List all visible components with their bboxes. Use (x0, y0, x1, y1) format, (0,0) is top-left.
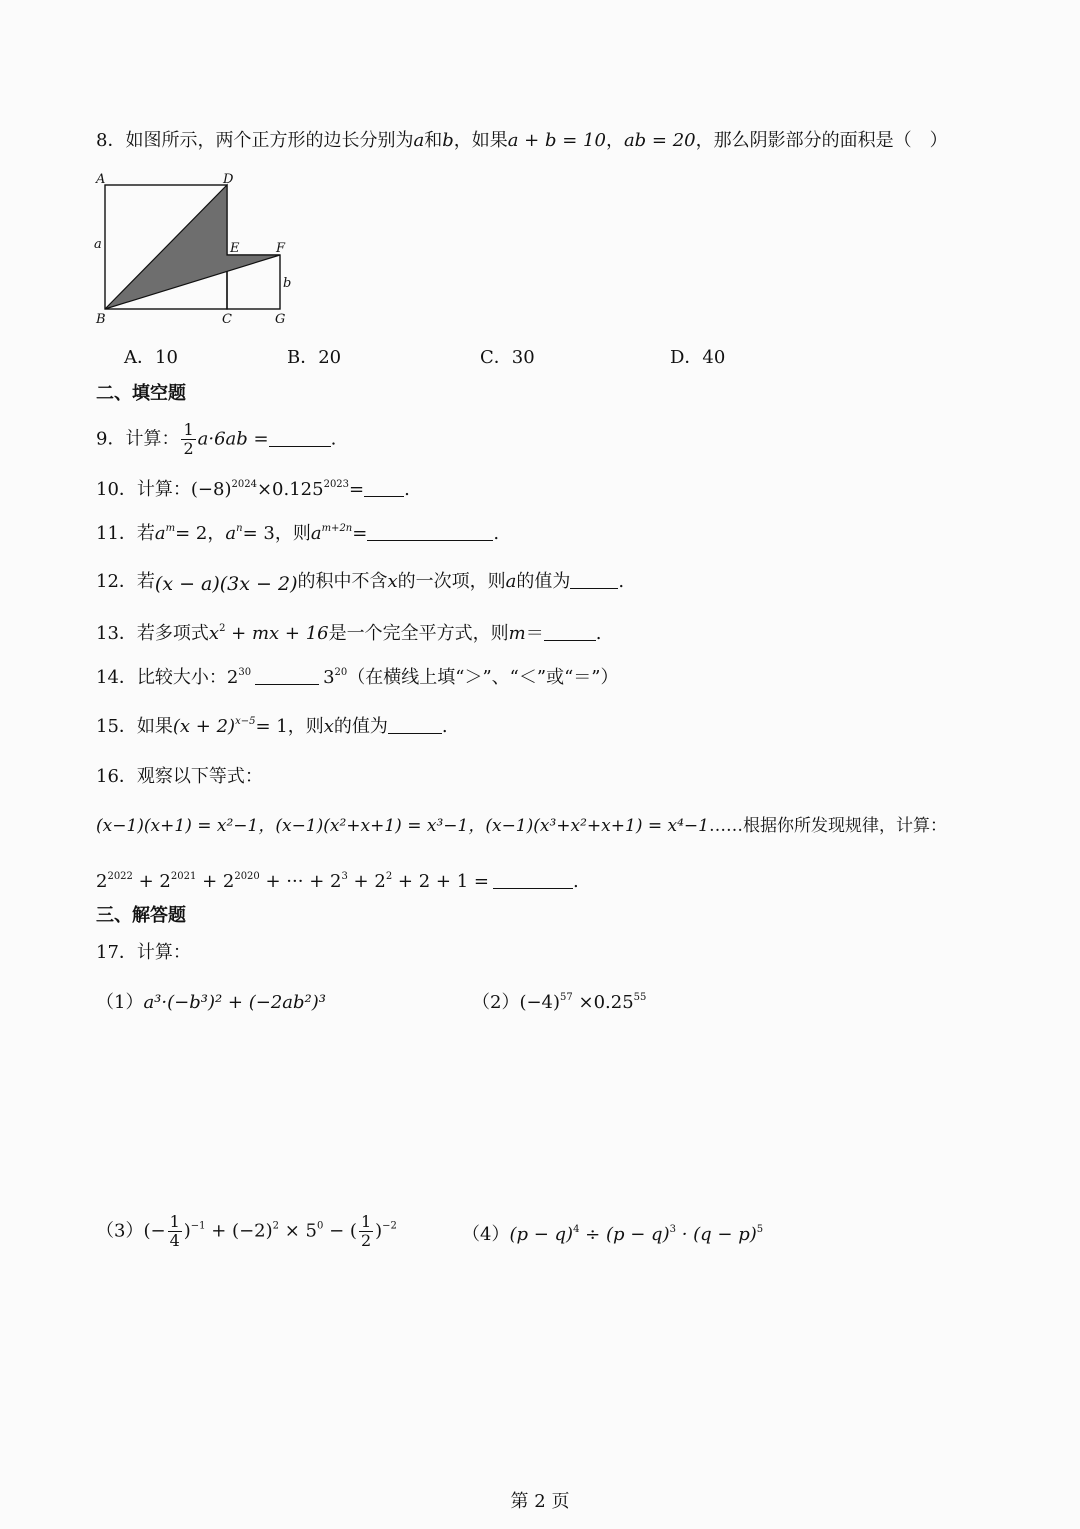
q16-sum-e2: 2021 (170, 871, 197, 882)
question-9 (96, 422, 336, 457)
q17-p3-b: ) (183, 1220, 191, 1242)
q9-number: 9．计算： (96, 428, 180, 450)
q16-tail: ……根据你所发现规律，计算： (708, 816, 947, 836)
q17-p3-e: − ( (323, 1220, 357, 1242)
section-3-title: 三、解答题 (96, 905, 186, 926)
q17-p3-n1: 1 (169, 1212, 180, 1231)
q10-exp2: 2023 (323, 479, 350, 490)
q17-p3-n2: 1 (360, 1212, 372, 1231)
q8-cond1: a + b = 10 (507, 130, 606, 151)
q10-exp1: 2024 (231, 479, 257, 490)
question-13 (96, 622, 601, 645)
q8-cond-sep: ， (605, 130, 624, 151)
q13-answer-blank[interactable] (544, 622, 596, 641)
q14-e2: 20 (334, 667, 348, 678)
q13-end: . (595, 623, 602, 644)
q16-sum-mid: + ··· + 2 (259, 871, 342, 892)
q15-number: 15．如果 (96, 716, 173, 737)
q8-text: 如图所示，两个正方形的边长分别为 (125, 130, 414, 151)
q16-sum-pre: 2 (96, 871, 108, 892)
q14-answer-blank[interactable] (255, 666, 319, 685)
q17-part-1 (96, 992, 326, 1014)
q16-sum-p5: + 2 (347, 871, 386, 892)
q8-option-b: B．20 (287, 347, 342, 368)
q10-answer-blank[interactable] (364, 478, 404, 497)
q17-p2-label: （2） (472, 992, 520, 1013)
q17-p3-d1: 4 (169, 1231, 180, 1250)
q17-p3-d: × 5 (279, 1220, 317, 1242)
q12-var: x (387, 571, 398, 592)
q9-fraction-num: 1 (183, 420, 194, 439)
q8-cond2: ab = 20 (623, 130, 696, 151)
q13-t2: ＝ (525, 623, 544, 644)
label-F: F (276, 241, 286, 256)
q16-answer-blank[interactable] (493, 870, 573, 889)
q9-fraction (181, 422, 195, 457)
q11-e1: m (165, 523, 176, 534)
q16-sum-p2: + 2 (132, 871, 171, 892)
q11-a2: a (225, 523, 237, 544)
q16-eq3: (x−1)(x³+x²+x+1) = x⁴−1 (485, 816, 709, 836)
q8-figure (88, 168, 308, 330)
q8-text-end: ，那么阴影部分的面积是（ ） (695, 130, 948, 151)
q13-var: m (508, 623, 526, 644)
question-12 (96, 570, 624, 596)
question-17: 17．计算： (96, 942, 191, 963)
q15-t1: = 1，则 (255, 716, 324, 737)
q16-sum-e5: 2 (385, 871, 393, 882)
q17-p4-a: (p − q) (509, 1224, 574, 1245)
question-16: 16．观察以下等式： (96, 766, 263, 787)
q12-number: 12．若 (96, 571, 155, 592)
q10-base1: (−8) (190, 479, 232, 500)
q8-var-a: a (413, 130, 425, 151)
label-D: D (223, 172, 234, 187)
q17-p2-e1: 57 (560, 992, 573, 1003)
q17-part-4 (462, 1224, 763, 1246)
q16-sum-e3: 2020 (234, 871, 260, 882)
q17-p3-a: (− (143, 1220, 166, 1242)
q16-eq1: (x−1)(x+1) = x²−1， (96, 816, 276, 836)
q11-a1: a (154, 523, 166, 544)
q8-text-ruguo: ，如果 (453, 130, 508, 151)
label-A: A (96, 172, 106, 187)
q15-base: (x + 2) (172, 716, 236, 737)
q8-text-he: 和 (424, 130, 443, 151)
label-G: G (275, 312, 286, 327)
q13-exp: 2 (219, 623, 226, 634)
q17-part-3 (96, 1214, 397, 1249)
label-a: a (94, 237, 102, 252)
q12-t3: 的值为 (516, 571, 571, 592)
q12-answer-blank[interactable] (570, 570, 618, 589)
q17-p1-expr: a³·(−b³)² + (−2ab²)³ (143, 992, 326, 1013)
q17-p3-c: + (−2) (205, 1220, 273, 1242)
q10-eq: = (349, 479, 365, 500)
q12-var2: a (505, 571, 517, 592)
q12-t2: 的一次项，则 (397, 571, 506, 592)
q17-p3-label: （3） (96, 1220, 144, 1242)
q16-eq2: (x−1)(x²+x+1) = x³−1， (275, 816, 486, 836)
q14-e1: 30 (238, 667, 252, 678)
q9-end: . (330, 428, 337, 450)
q15-var: x (323, 716, 334, 737)
q10-number: 10．计算： (96, 479, 191, 500)
q13-number: 13．若多项式 (96, 623, 209, 644)
label-B: B (96, 312, 106, 327)
q14-b2: 3 (323, 667, 335, 688)
q11-answer-blank[interactable] (367, 522, 493, 541)
q17-p3-e2: 2 (272, 1220, 280, 1232)
q16-sum-end: + 2 + 1 = (392, 871, 489, 892)
q17-p3-fraction-1 (168, 1214, 182, 1249)
q13-expr-a: x (208, 623, 220, 644)
q11-t2: = 3，则 (242, 523, 311, 544)
q17-p4-e1: 4 (573, 1224, 580, 1235)
question-11 (96, 522, 499, 545)
q17-p2-e2: 55 (633, 992, 647, 1003)
q8-var-b: b (442, 130, 454, 151)
q15-answer-blank[interactable] (388, 715, 442, 734)
q11-t3: = (352, 523, 368, 544)
q14-hint: （在横线上填“＞”、“＜”或“＝”） (347, 667, 619, 688)
q16-sum (96, 870, 579, 893)
q9-fraction-den: 2 (183, 439, 194, 458)
q17-p3-e3: 0 (317, 1220, 324, 1232)
q11-t1: = 2， (175, 523, 226, 544)
q14-b1: 2 (226, 667, 239, 688)
q16-sum-e1: 2022 (107, 871, 133, 882)
q10-end: . (404, 479, 410, 500)
q11-e3: m+2n (321, 523, 353, 534)
q17-p4-e2: 3 (669, 1224, 676, 1235)
q17-p3-d2: 2 (360, 1231, 372, 1250)
q17-p3-fraction-2 (359, 1214, 373, 1249)
label-E: E (230, 241, 240, 256)
q15-exp: x−5 (235, 716, 256, 727)
q14-number: 14．比较大小： (96, 667, 227, 688)
q9-expr: a·6ab = (197, 428, 269, 450)
shaded-region (105, 185, 280, 309)
q11-e2: n (236, 523, 243, 534)
q16-sum-p3: + 2 (196, 871, 235, 892)
page-footer: 第 2 页 (510, 1491, 570, 1512)
q8-option-a: A．10 (124, 347, 178, 368)
q17-p3-e1: −1 (190, 1220, 206, 1232)
q17-part-2 (472, 992, 646, 1014)
question-15 (96, 715, 448, 738)
q8-option-c: C．30 (480, 347, 535, 368)
q13-expr-b: + mx + 16 (225, 623, 329, 644)
question-10 (96, 478, 410, 501)
q16-sum-e4: 3 (341, 871, 348, 882)
question-14 (96, 666, 619, 689)
q10-mid: ×0.125 (256, 479, 324, 500)
q15-end: . (441, 716, 448, 737)
q13-t1: 是一个完全平方式，则 (328, 623, 509, 644)
q16-equations (96, 816, 947, 836)
label-C: C (222, 312, 232, 327)
q8-number: 8． (96, 130, 126, 151)
q11-end: . (493, 523, 500, 544)
q17-p4-b: ÷ (p − q) (579, 1224, 670, 1245)
q16-end: . (572, 871, 579, 892)
q11-a3: a (310, 523, 322, 544)
q17-p3-f: ) (375, 1220, 383, 1242)
q8-option-d: D．40 (670, 347, 726, 368)
q9-answer-blank[interactable] (269, 428, 331, 447)
q12-expr: (x − a)(3x − 2) (154, 573, 298, 595)
q17-p4-c: · (q − p) (675, 1224, 757, 1245)
q17-p2-base: (−4) (519, 992, 561, 1013)
q12-end: . (618, 571, 625, 592)
q17-p4-label: （4） (462, 1224, 510, 1245)
section-2-title: 二、填空题 (96, 383, 186, 404)
q12-t1: 的积中不含 (297, 571, 388, 592)
question-8 (96, 130, 948, 152)
q17-p4-e3: 5 (756, 1224, 764, 1235)
q17-p2-mid: ×0.25 (572, 992, 634, 1013)
label-b: b (283, 276, 292, 291)
q17-p1-label: （1） (96, 992, 144, 1013)
q11-number: 11．若 (96, 523, 155, 544)
q17-p3-e4: −2 (382, 1220, 397, 1232)
q15-t2: 的值为 (333, 716, 388, 737)
